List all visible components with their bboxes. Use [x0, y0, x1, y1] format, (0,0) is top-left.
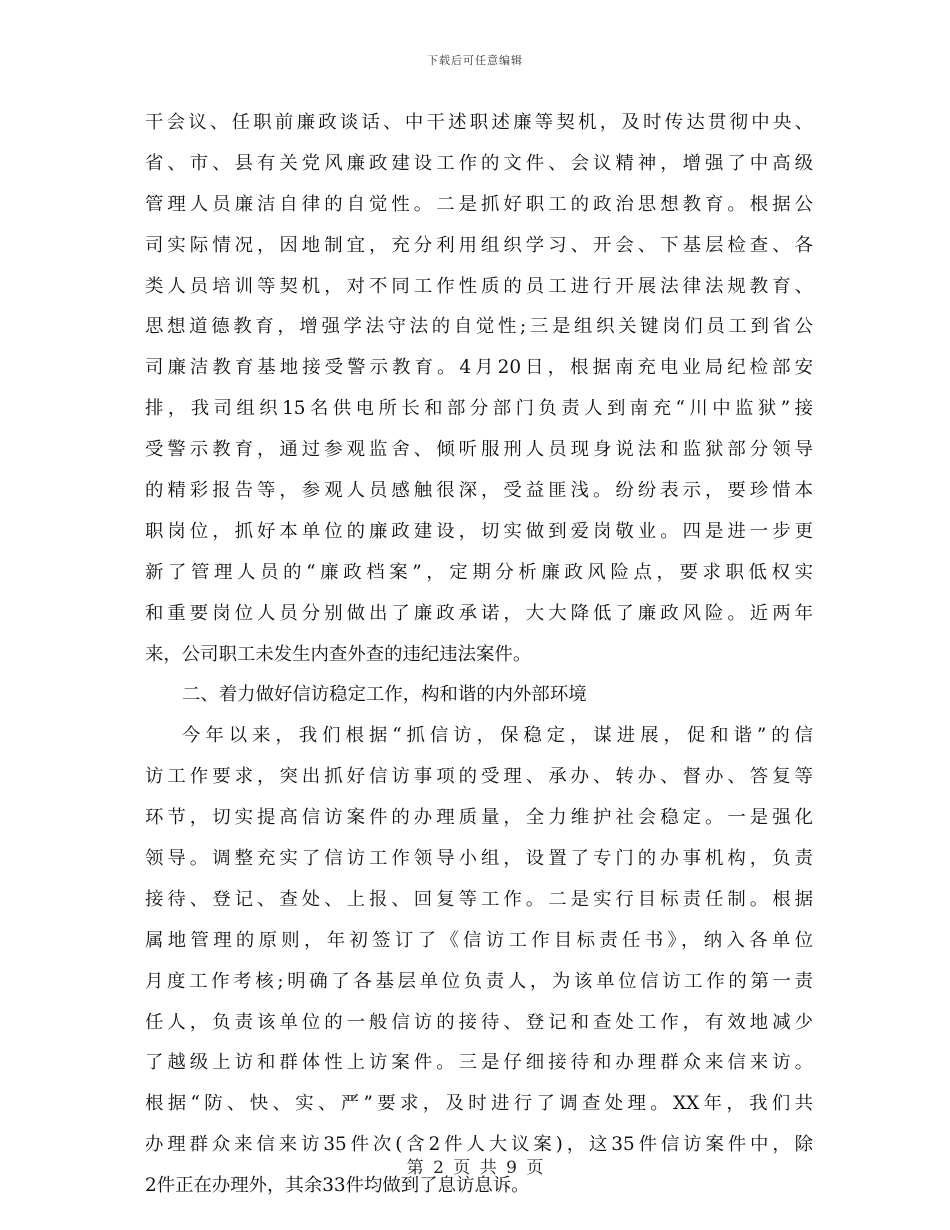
text-line: 办理群众来信来访35件次(含2件人大议案)，这35件信访案件中，除	[145, 1134, 813, 1156]
text-line: 管理人员廉洁自律的自觉性。二是抓好职工的政治思想教育。根据公	[145, 193, 813, 215]
text-line: 新了管理人员的“廉政档案”，定期分析廉政风险点，要求职低权实	[145, 561, 813, 583]
section-heading	[145, 675, 813, 716]
text-line: 环节，切实提高信访案件的办理质量，全力维护社会稳定。一是强化	[145, 807, 813, 829]
document-body	[145, 103, 813, 1207]
text-line: 的精彩报告等，参观人员感触很深，受益匪浅。纷纷表示，要珍惜本	[145, 480, 813, 502]
text-line: 来，公司职工未发生内查外查的违纪违法案件。	[145, 643, 532, 665]
text-line: 排，我司组织15名供电所长和部分部门负责人到南充“川中监狱”接	[145, 398, 813, 420]
page-header: 下载后可任意编辑	[427, 54, 523, 67]
text-line: 思想道德教育，增强学法守法的自觉性;三是组织关键岗们员工到省公	[145, 316, 813, 338]
text-line: 2件正在办理外，其余33件均做到了息访息诉。	[145, 1175, 530, 1197]
text-line: 接待、登记、查处、上报、回复等工作。二是实行目标责任制。根据	[145, 888, 813, 910]
text-line: 今年以来，我们根据“抓信访，保稳定，谋进展，促和谐”的信	[182, 725, 813, 747]
text-line: 干会议、任职前廉政谈话、中干述职述廉等契机，及时传达贯彻中央、	[145, 112, 813, 133]
text-line: 职岗位，抓好本单位的廉政建设，切实做到爱岗敬业。四是进一步更	[145, 520, 813, 542]
text-line: 和重要岗位人员分别做出了廉政承诺，大大降低了廉政风险。近两年	[145, 602, 813, 624]
text-line: 受警示教育，通过参观监舍、倾听服刑人员现身说法和监狱部分领导	[145, 439, 813, 461]
text-line: 领导。调整充实了信访工作领导小组，设置了专门的办事机构，负责	[145, 848, 813, 870]
text-line: 了越级上访和群体性上访案件。三是仔细接待和办理群众来信来访。	[145, 1052, 813, 1074]
page-number-footer: 第 2 页 共 9 页	[406, 1158, 544, 1178]
paragraph	[145, 716, 813, 1207]
text-line: 司廉洁教育基地接受警示教育。4月20日，根据南充电业局纪检部安	[145, 357, 813, 379]
text-line: 司实际情况，因地制宜，充分利用组织学习、开会、下基层检查、各	[145, 234, 813, 256]
text-line: 类人员培训等契机，对不同工作性质的员工进行开展法律法规教育、	[145, 275, 813, 297]
text-line: 根据“防、快、实、严”要求，及时进行了调查处理。XX年，我们共	[145, 1093, 813, 1115]
section-heading-text: 二、着力做好信访稳定工作，构和谐的内外部环境	[182, 684, 587, 706]
text-line: 访工作要求，突出抓好信访事项的受理、承办、转办、督办、答复等	[145, 766, 813, 788]
paragraph	[145, 103, 813, 675]
text-line: 属地管理的原则，年初签订了《信访工作目标责任书》，纳入各单位	[145, 929, 813, 951]
text-line: 月度工作考核;明确了各基层单位负责人，为该单位信访工作的第一责	[145, 970, 813, 992]
text-line: 省、市、县有关党风廉政建设工作的文件、会议精神，增强了中高级	[145, 152, 813, 174]
text-line: 任人，负责该单位的一般信访的接待、登记和查处工作，有效地减少	[145, 1011, 813, 1033]
